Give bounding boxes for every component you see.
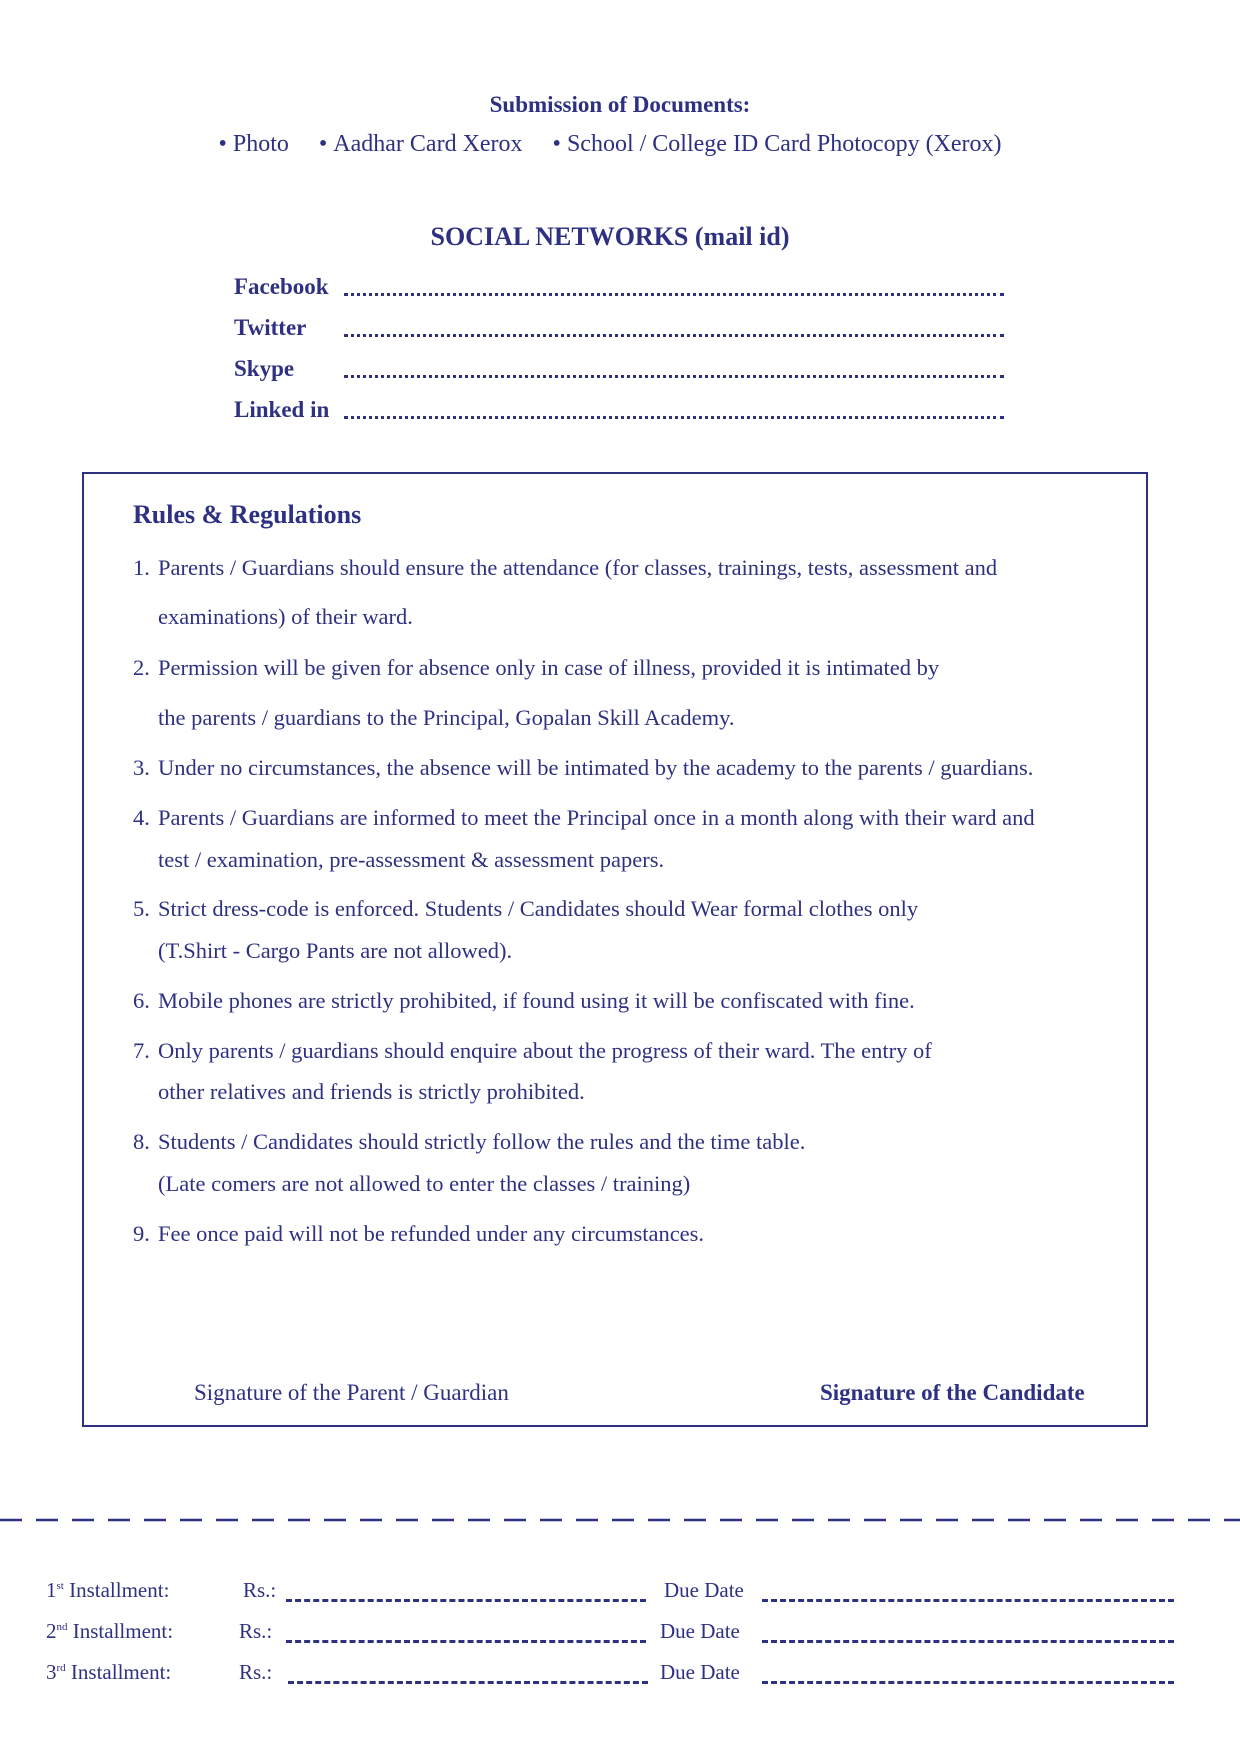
rule-number: 7. bbox=[133, 1038, 150, 1063]
installment-row bbox=[0, 1619, 1240, 1649]
due-date-input[interactable] bbox=[762, 1681, 1174, 1684]
rule-number: 9. bbox=[133, 1221, 150, 1246]
rule-text: Parents / Guardians are informed to meet the Principal once in a month along with their ward and bbox=[158, 805, 1035, 830]
due-date-input[interactable] bbox=[762, 1599, 1174, 1602]
rule-text: Under no circumstances, the absence will be intimated by the academy to the parents / guardians. bbox=[158, 755, 1034, 780]
installment-label: 2nd Installment: bbox=[46, 1619, 174, 1643]
rule-text: Fee once paid will not be refunded under any circumstances. bbox=[158, 1221, 705, 1246]
amount-label: Rs.: bbox=[243, 1578, 277, 1602]
social-input-linkedin[interactable] bbox=[344, 416, 1004, 419]
social-field-facebook[interactable] bbox=[234, 268, 1004, 300]
rule-text: Only parents / guardians should enquire about the progress of their ward. The entry of bbox=[158, 1038, 932, 1063]
rule-text: test / examination, pre-assessment & assessment papers. bbox=[158, 847, 665, 872]
rule-text: (Late comers are not allowed to enter the classes / training) bbox=[158, 1171, 691, 1196]
installment-label: 1st Installment: bbox=[46, 1578, 170, 1602]
social-input-facebook[interactable] bbox=[344, 293, 1004, 296]
rule-number: 4. bbox=[133, 805, 150, 830]
rule-text: Permission will be given for absence only in case of illness, provided it is intimated by bbox=[158, 655, 940, 680]
installment-label: 3rd Installment: bbox=[46, 1660, 172, 1684]
amount-label: Rs.: bbox=[239, 1660, 273, 1684]
submission-list bbox=[0, 131, 1230, 158]
due-date-label: Due Date bbox=[664, 1578, 744, 1602]
rule-number: 8. bbox=[133, 1129, 150, 1154]
rule-number: 1. bbox=[133, 555, 150, 580]
social-field-twitter[interactable] bbox=[234, 309, 1004, 341]
rule-text: Parents / Guardians should ensure the attendance (for classes, trainings, tests, assessment and bbox=[158, 555, 998, 580]
due-date-label: Due Date bbox=[660, 1619, 740, 1643]
amount-input[interactable] bbox=[288, 1681, 648, 1684]
due-date-input[interactable] bbox=[762, 1640, 1174, 1643]
signature-candidate: Signature of the Candidate bbox=[820, 1380, 1085, 1405]
rule-text: Strict dress-code is enforced. Students / Candidates should Wear formal clothes only bbox=[158, 896, 919, 921]
signature-parent: Signature of the Parent / Guardian bbox=[194, 1380, 509, 1405]
amount-input[interactable] bbox=[286, 1599, 646, 1602]
rule-text: other relatives and friends is strictly prohibited. bbox=[158, 1079, 585, 1104]
submission-title: Submission of Documents: bbox=[489, 92, 751, 117]
social-field-linkedin[interactable] bbox=[234, 391, 1004, 423]
rule-text: Mobile phones are strictly prohibited, if found using it will be confiscated with fine. bbox=[158, 988, 915, 1013]
rules-title: Rules & Regulations bbox=[133, 500, 362, 529]
rule-number: 2. bbox=[133, 655, 150, 680]
rule-number: 3. bbox=[133, 755, 150, 780]
social-label-facebook: Facebook bbox=[234, 274, 329, 299]
due-date-label: Due Date bbox=[660, 1660, 740, 1684]
rule-number: 6. bbox=[133, 988, 150, 1013]
installment-row bbox=[0, 1660, 1240, 1690]
installment-row bbox=[0, 1578, 1240, 1608]
social-label-skype: Skype bbox=[234, 356, 295, 381]
rule-text: examinations) of their ward. bbox=[158, 604, 413, 629]
rule-text: the parents / guardians to the Principal, Gopalan Skill Academy. bbox=[158, 705, 735, 730]
social-input-twitter[interactable] bbox=[344, 334, 1004, 337]
social-networks-title: SOCIAL NETWORKS (mail id) bbox=[430, 222, 790, 251]
rule-text: Students / Candidates should strictly follow the rules and the time table. bbox=[158, 1129, 806, 1154]
cut-line-separator bbox=[0, 1510, 1240, 1530]
social-field-skype[interactable] bbox=[234, 350, 1004, 382]
rule-text: (T.Shirt - Cargo Pants are not allowed). bbox=[158, 938, 513, 963]
social-label-linkedin: Linked in bbox=[234, 397, 330, 422]
submission-item-aadhar: • Aadhar Card Xerox bbox=[319, 131, 523, 158]
social-input-skype[interactable] bbox=[344, 375, 1004, 378]
rule-number: 5. bbox=[133, 896, 150, 921]
submission-item-photo: • Photo bbox=[218, 131, 288, 158]
social-label-twitter: Twitter bbox=[234, 315, 307, 340]
amount-label: Rs.: bbox=[239, 1619, 273, 1643]
amount-input[interactable] bbox=[286, 1640, 646, 1643]
submission-item-id-card: • School / College ID Card Photocopy (Xerox) bbox=[553, 131, 1002, 158]
